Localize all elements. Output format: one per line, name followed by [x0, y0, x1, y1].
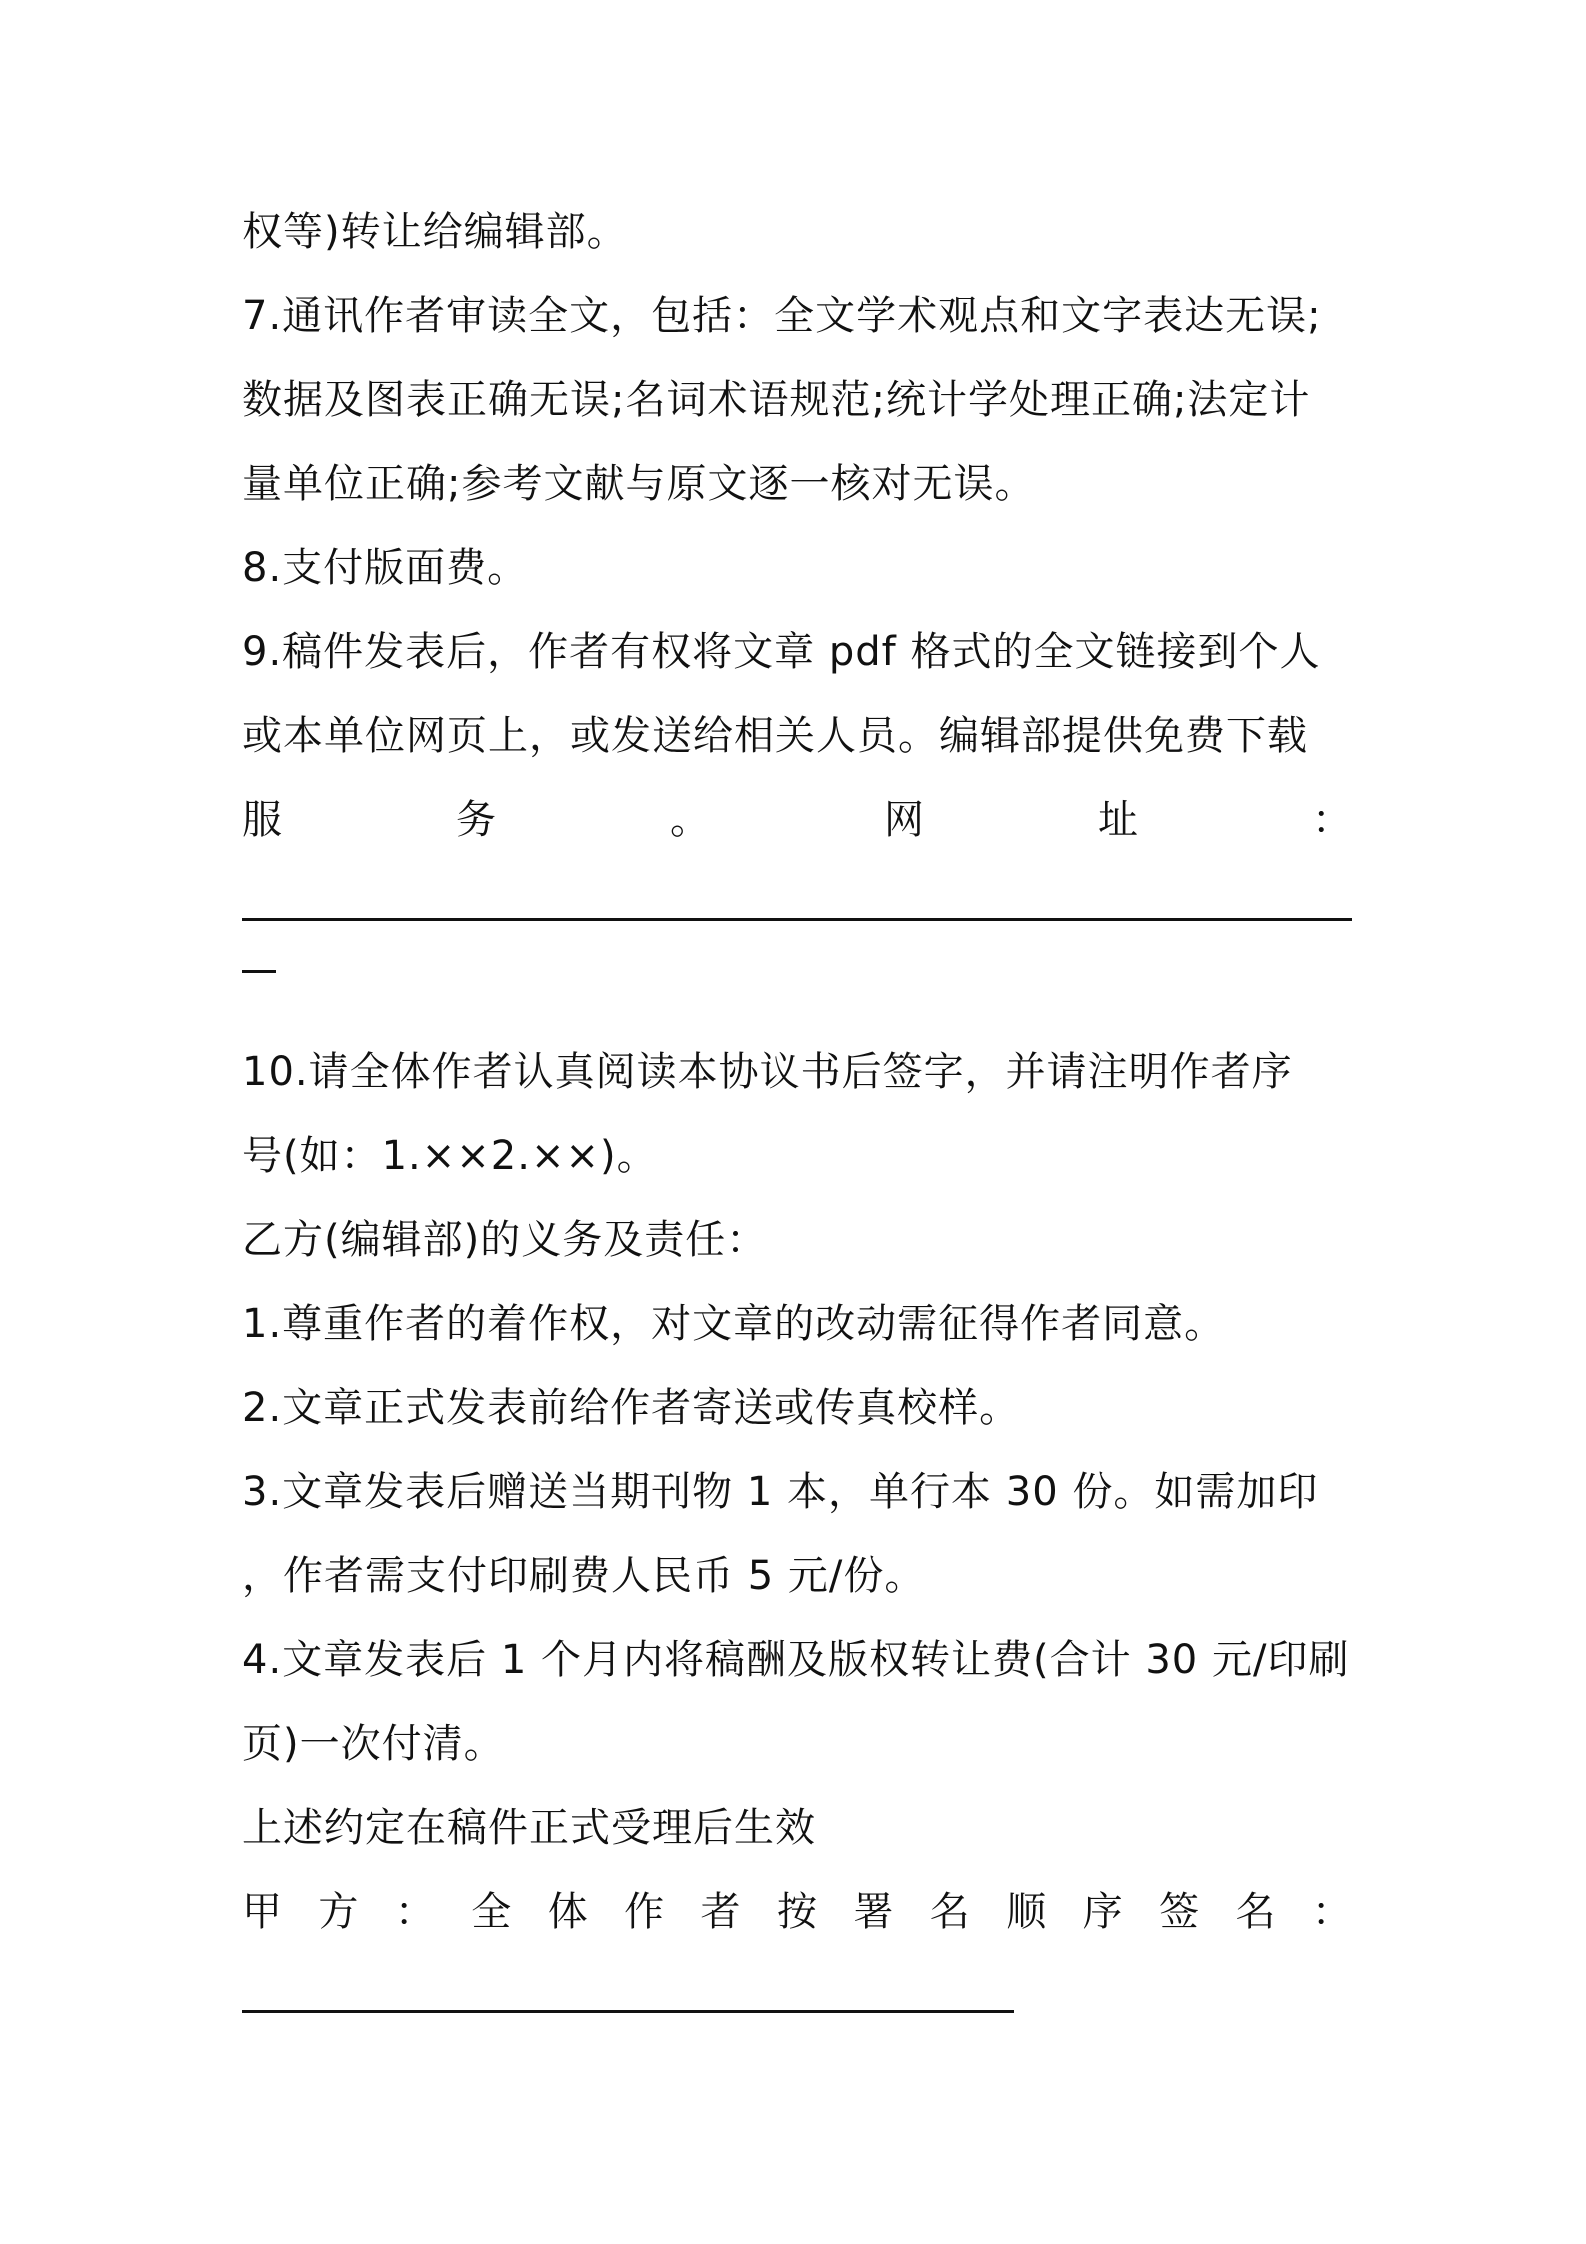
signature-blank-line: [242, 1954, 1352, 2038]
signature-label-char: 全: [471, 1889, 512, 1935]
signature-label-char: 签: [1159, 1889, 1200, 1935]
text-line: 权等)转让给编辑部。: [242, 209, 628, 255]
text-line: 2.文章正式发表前给作者寄送或传真校样。: [242, 1385, 1021, 1431]
url-label-char: 。: [670, 797, 710, 843]
text-line: ，作者需支付印刷费人民币 5 元/份。: [242, 1553, 926, 1599]
text-line: 8.支付版面费。: [242, 545, 529, 591]
signature-label-char: 名: [1235, 1889, 1276, 1935]
signature-label-char: 按: [776, 1889, 817, 1935]
signature-label-char: ：: [394, 1889, 435, 1935]
text-line: 或本单位网页上，或发送给相关人员。编辑部提供免费下载: [242, 713, 1308, 759]
signature-label-char: 顺: [1006, 1889, 1047, 1935]
url-blank-line: [242, 862, 1352, 946]
signature-label-char: 方: [318, 1889, 359, 1935]
section-heading: 乙方(编辑部)的义务及责任：: [242, 1217, 768, 1263]
signature-label-char: 署: [853, 1889, 894, 1935]
signature-label-char: 序: [1082, 1889, 1123, 1935]
signature-label-char: ：: [1311, 1889, 1352, 1935]
text-line: 9.稿件发表后，作者有权将文章 pdf 格式的全文链接到个人: [242, 629, 1321, 675]
url-label-char: 址: [1098, 797, 1138, 843]
document-page: [242, 190, 1352, 2038]
url-label-char: 服: [242, 797, 282, 843]
url-label-char: ：: [1312, 797, 1352, 843]
url-label-line: [242, 778, 1352, 862]
text-line: 页)一次付清。: [242, 1721, 505, 1767]
text-line: 3.文章发表后赠送当期刊物 1 本，单行本 30 份。如需加印: [242, 1469, 1319, 1515]
signature-label-char: 体: [547, 1889, 588, 1935]
url-label-char: 务: [456, 797, 496, 843]
text-line: 号(如：1.××2.××)。: [242, 1133, 658, 1179]
url-blank-line-continued: [242, 946, 1352, 1030]
text-line: 4.文章发表后 1 个月内将稿酬及版权转让费(合计 30 元/印刷: [242, 1637, 1350, 1683]
signature-label-line: [242, 1870, 1352, 1954]
signature-label-char: 作: [624, 1889, 665, 1935]
text-line: 数据及图表正确无误;名词术语规范;统计学处理正确;法定计: [242, 377, 1311, 423]
text-line: 上述约定在稿件正式受理后生效: [242, 1805, 816, 1851]
signature-label-char: 名: [929, 1889, 970, 1935]
text-line: 7.通讯作者审读全文，包括：全文学术观点和文字表达无误;: [242, 293, 1322, 339]
signature-label-char: 者: [700, 1889, 741, 1935]
url-label-char: 网: [884, 797, 924, 843]
text-line: 量单位正确;参考文献与原文逐一核对无误。: [242, 461, 1036, 507]
signature-label-char: 甲: [242, 1889, 282, 1935]
text-line: 10.请全体作者认真阅读本协议书后签字，并请注明作者序: [242, 1049, 1293, 1095]
text-line: 1.尊重作者的着作权，对文章的改动需征得作者同意。: [242, 1301, 1226, 1347]
